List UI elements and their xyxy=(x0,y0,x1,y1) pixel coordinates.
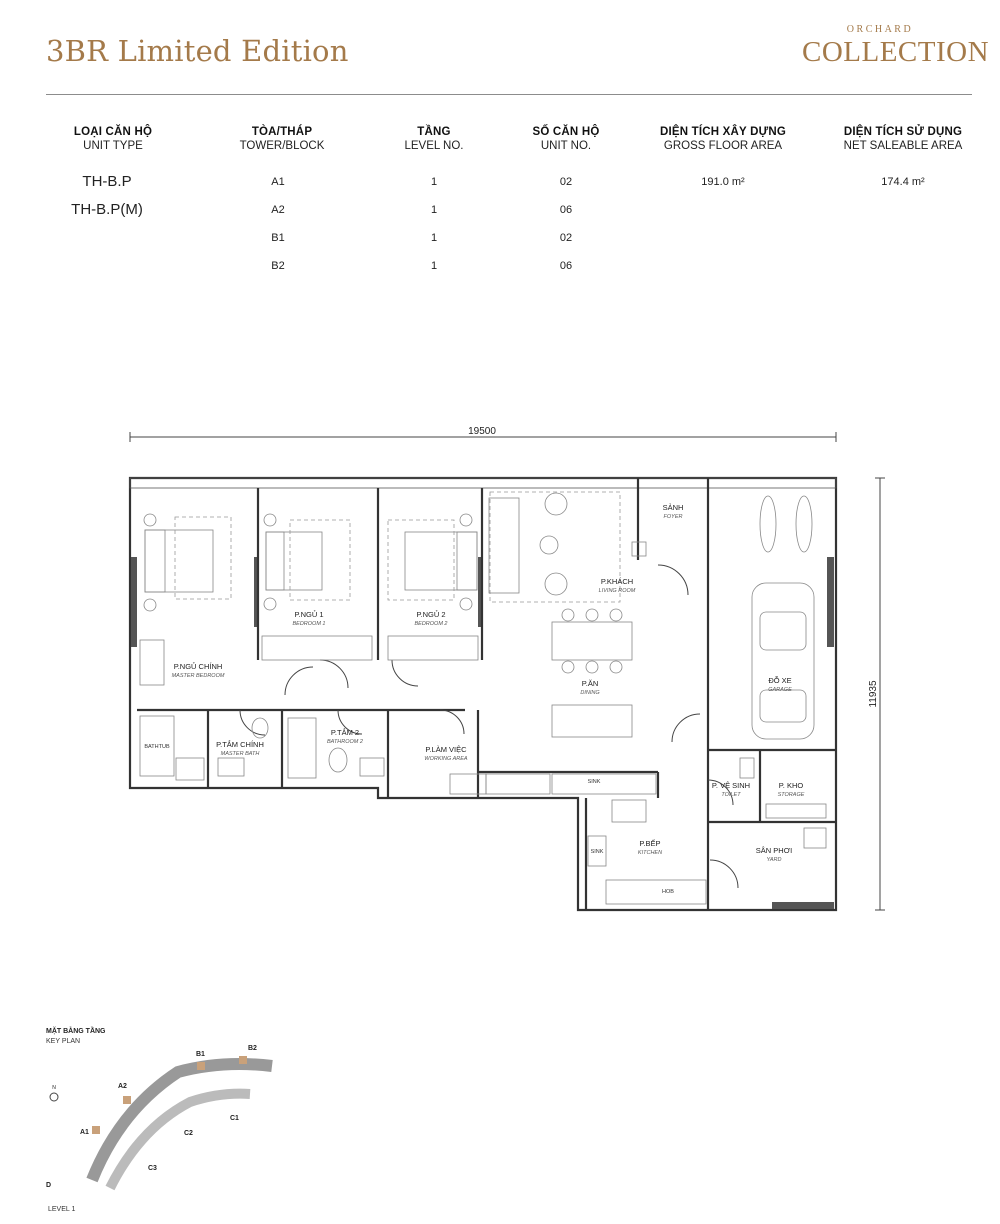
room-label-bathroom2: P.TẮM 2 xyxy=(330,728,360,737)
room-label-dining: P.ĂN xyxy=(581,679,599,688)
room-label-living: P.KHÁCH xyxy=(600,577,634,586)
column-header-en: GROSS FLOOR AREA xyxy=(663,140,783,152)
key-plan-highlight-b2 xyxy=(239,1056,247,1064)
room-label-toilet: P. VỆ SINH xyxy=(711,781,751,790)
level-cell: 1 xyxy=(430,176,438,188)
width-dimension-label: 19500 xyxy=(468,426,496,437)
tower-cell: A1 xyxy=(271,176,285,188)
width-dimension xyxy=(130,426,836,442)
window-garage xyxy=(827,557,834,647)
column-header-en: LEVEL NO. xyxy=(404,140,464,152)
key-plan-label-c2: C2 xyxy=(184,1130,193,1137)
gross-area-value: 191.0 m² xyxy=(701,176,745,188)
window-yard xyxy=(772,902,834,909)
key-plan-highlight-a1 xyxy=(92,1126,100,1134)
key-plan-title: MẶT BẰNG TẦNG xyxy=(46,1028,106,1035)
key-plan-label-b2: B2 xyxy=(248,1045,257,1052)
north-arrow-icon xyxy=(50,1093,58,1101)
key-plan-level: LEVEL 1 xyxy=(48,1206,76,1213)
unit-no-cell: 06 xyxy=(559,204,573,216)
fixture-label-hob: HOB xyxy=(662,889,674,895)
garage-vehicles xyxy=(752,496,814,739)
column-header-vi: TẦNG xyxy=(417,126,451,138)
room-sublabel-toilet: TOILET xyxy=(721,792,741,798)
tower-cell: B1 xyxy=(271,232,285,244)
column-header-vi: LOẠI CĂN HỘ xyxy=(73,126,153,138)
fixture-label-sink-2: SINK xyxy=(590,849,604,855)
room-sublabel-foyer: FOYER xyxy=(663,514,683,520)
unit-type-value: TH-B.P xyxy=(82,173,132,190)
master-bed xyxy=(140,514,231,685)
column-header-vi: DIỆN TÍCH SỬ DỤNG xyxy=(843,126,963,138)
room-label-kitchen: P.BẾP xyxy=(639,839,661,848)
level-cell: 1 xyxy=(430,260,438,272)
room-sublabel-garage: GARAGE xyxy=(768,687,792,693)
window-band-top xyxy=(130,478,836,488)
key-plan-label-b1: B1 xyxy=(196,1051,205,1058)
fixture-label-sink: SINK xyxy=(587,779,601,785)
unit-type-value: TH-B.P(M) xyxy=(71,201,143,218)
height-dimension xyxy=(868,478,885,910)
room-sublabel-kitchen: KITCHEN xyxy=(637,850,663,856)
room-sublabel-bedroom2: BEDROOM 2 xyxy=(414,621,448,627)
room-sublabel-dining: DINING xyxy=(580,690,600,696)
key-plan-label-a1: A1 xyxy=(80,1129,89,1136)
room-label-garage: ĐỖ XE xyxy=(768,676,792,685)
key-plan-label-c3: C3 xyxy=(148,1165,157,1172)
key-plan xyxy=(46,1025,272,1213)
fixture-label-bathtub: BATHTUB xyxy=(144,744,170,750)
room-label-storage: P. KHO xyxy=(778,781,804,790)
room-sublabel-master-bath: MASTER BATH xyxy=(220,751,260,757)
brand-logo: COLLECTION xyxy=(802,36,990,68)
bedroom1-bed xyxy=(262,514,372,660)
room-label-working: P.LÀM VIỆC xyxy=(425,745,467,754)
dining-table xyxy=(552,609,632,737)
tower-cell: A2 xyxy=(271,204,285,216)
column-header-en: TOWER/BLOCK xyxy=(239,140,325,152)
room-sublabel-bedroom1: BEDROOM 1 xyxy=(292,621,326,627)
room-sublabel-working: WORKING AREA xyxy=(424,756,468,762)
room-label-bedroom2: P.NGỦ 2 xyxy=(416,610,446,619)
page-title: 3BR Limited Edition xyxy=(46,34,349,68)
net-area-value: 174.4 m² xyxy=(881,176,925,188)
room-sublabel-living: LIVING ROOM xyxy=(598,588,636,594)
column-header-vi: TÒA/THÁP xyxy=(251,126,313,138)
room-label-master-bedroom: P.NGỦ CHÍNH xyxy=(173,662,223,671)
unit-no-cell: 02 xyxy=(559,176,573,188)
bedroom2-bed xyxy=(388,514,478,660)
room-sublabel-bathroom2: BATHROOM 2 xyxy=(327,739,363,745)
column-header-en: NET SALEABLE AREA xyxy=(843,140,963,152)
room-sublabel-master-bedroom: MASTER BEDROOM xyxy=(171,673,225,679)
column-header-en: UNIT TYPE xyxy=(83,140,143,152)
unit-no-cell: 02 xyxy=(559,232,573,244)
column-header-vi: SỐ CĂN HỘ xyxy=(532,126,600,138)
height-dimension-label: 11935 xyxy=(868,680,879,708)
room-label-yard: SÂN PHƠI xyxy=(755,846,793,855)
brand-logo-top: ORCHARD xyxy=(846,24,914,35)
level-cell: 1 xyxy=(430,204,438,216)
room-label-foyer: SẢNH xyxy=(662,503,684,512)
room-sublabel-yard: YARD xyxy=(766,857,782,863)
column-header-en: UNIT NO. xyxy=(540,140,592,152)
level-cell: 1 xyxy=(430,232,438,244)
key-plan-highlight-b1 xyxy=(197,1062,205,1070)
column-header-vi: DIỆN TÍCH XÂY DỰNG xyxy=(659,126,787,138)
north-label: N xyxy=(52,1085,56,1091)
key-plan-label-d: D xyxy=(46,1182,52,1189)
key-plan-label-a2: A2 xyxy=(118,1083,127,1090)
key-plan-label-c1: C1 xyxy=(230,1115,239,1122)
interior-walls xyxy=(137,478,836,910)
key-plan-highlight-a2 xyxy=(123,1096,131,1104)
tower-cell: B2 xyxy=(271,260,285,272)
key-plan-subtitle: KEY PLAN xyxy=(46,1038,81,1045)
unit-no-cell: 06 xyxy=(559,260,573,272)
room-sublabel-storage: STORAGE xyxy=(777,792,805,798)
window-master xyxy=(131,557,137,647)
room-label-bedroom1: P.NGỦ 1 xyxy=(294,610,324,619)
room-label-master-bath: P.TẮM CHÍNH xyxy=(216,740,264,749)
